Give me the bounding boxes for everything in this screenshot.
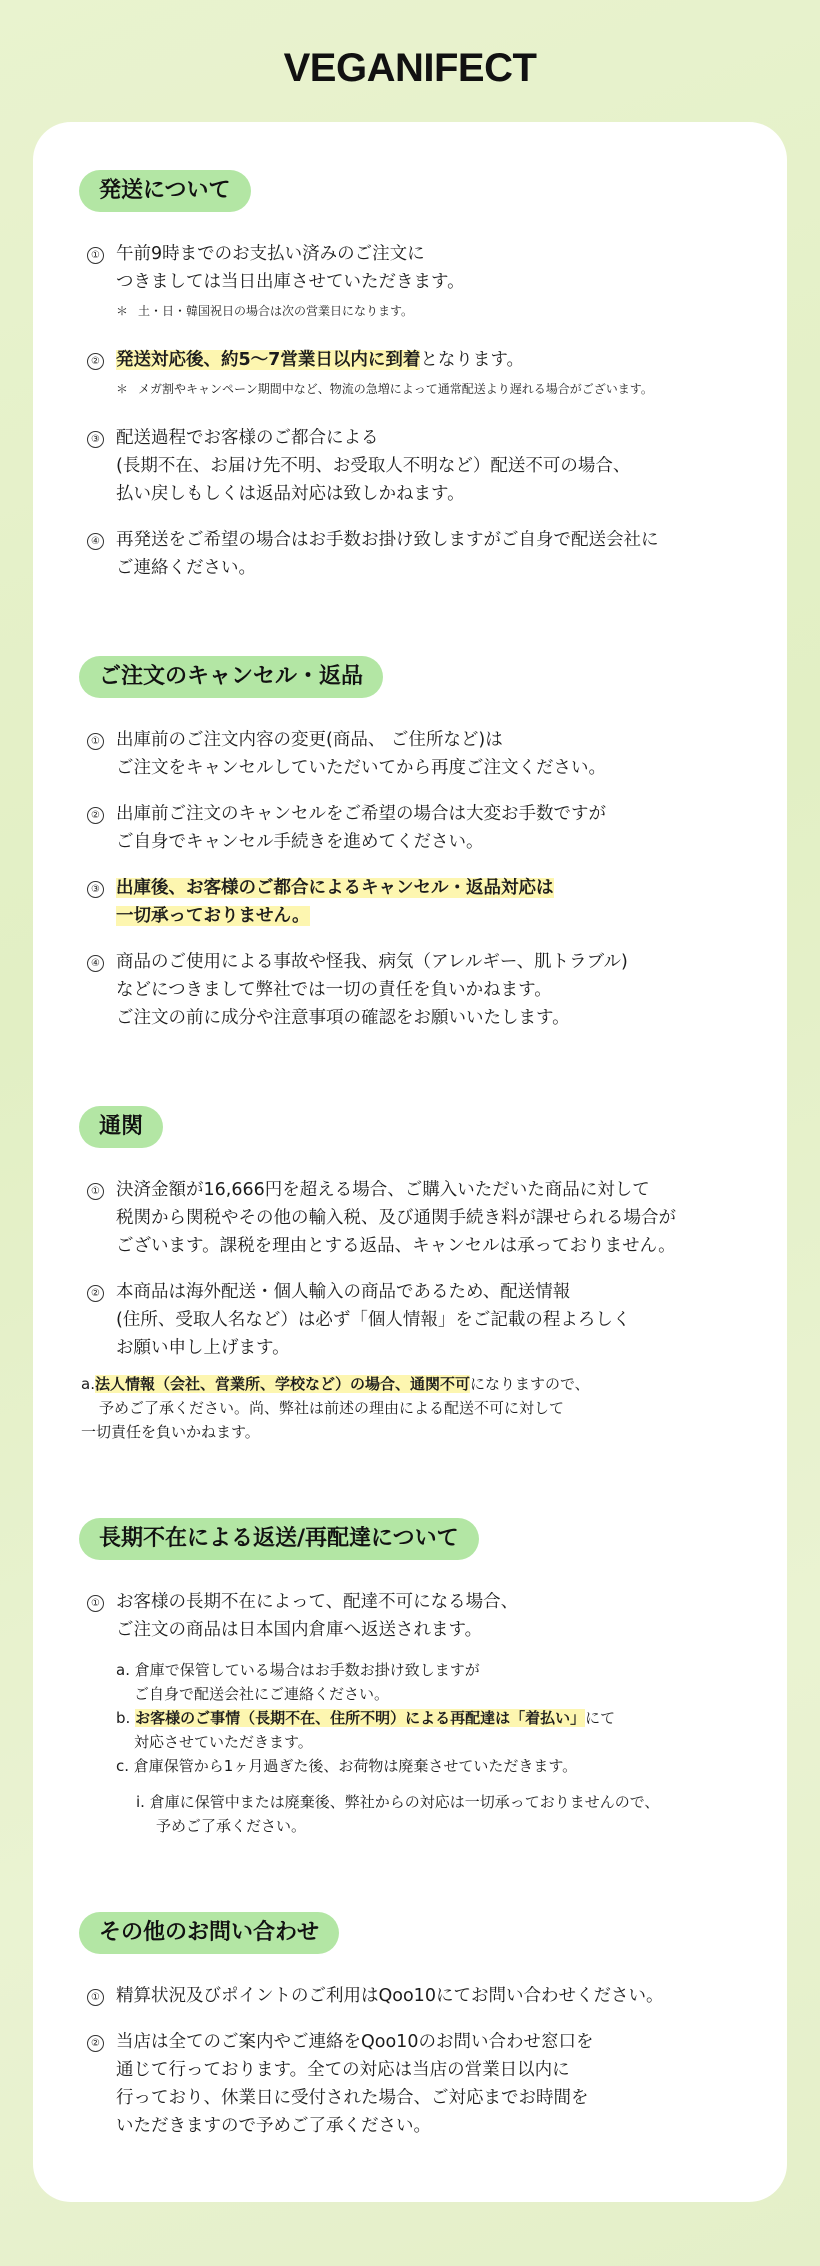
highlight-text: 出庫後、お客様のご都合によるキャンセル・返品対応は [116,878,554,898]
customs-section [79,1106,743,1444]
list-item: ① 出庫前のご注文内容の変更(商品、 ご住所など)は ご注文をキャンセルしていただいてから再度ご注文ください。 [79,726,743,782]
highlight-text: 法人情報（会社、営業所、学校など）の場合、通関不可 [94,1375,470,1393]
circled-number: ② [87,807,104,824]
sub-item: a. 倉庫で保管している場合はお手数お掛け致しますが ご自身で配送会社にご連絡ください。 [116,1661,480,1703]
footnote: ＊ 土・日・韓国祝日の場合は次の営業日になります。 [116,304,414,318]
highlight-text: 発送対応後、約5〜7営業日以内に到着 [116,350,421,370]
circled-number: ③ [87,881,104,898]
circled-number: ② [87,1285,104,1302]
list-item: ② 出庫前ご注文のキャンセルをご希望の場合は大変お手数ですが ご自身でキャンセル手続きを進めてください。 [79,800,743,856]
brand-logo: VEGANIFECT [283,46,537,90]
list-item: ② 発送対応後、約5〜7営業日以内に到着となります。 ＊ メガ割やキャンペーン期間中など、物流の急増によって通常配送より遅れる場合がございます。 [79,346,743,406]
sub-item: a.法人情報（会社、営業所、学校など）の場合、通関不可になりますので、 予めご了承ください。尚、弊社は前述の理由による配送不可に対して 一切責任を負いかねます。 [81,1375,590,1441]
list-item: ① 午前9時までのお支払い済みのご注文に つきましては当日出庫させていただきます。 ＊ 土・日・韓国祝日の場合は次の営業日になります。 [79,240,743,328]
circled-number: ① [87,1595,104,1612]
footnote: ＊ メガ割やキャンペーン期間中など、物流の急増によって通常配送より遅れる場合がございます。 [116,382,653,396]
shipping-section [79,170,743,582]
list-item: ② 本商品は海外配送・個人輸入の商品であるため、配送情報 (住所、受取人名など）は必ず「個人情報」をご記載の程よろしく お願い申し上げます。 a.法人情報（会社、営業所、学校など）の場合、通関不可になりますので、 予めご了承ください。尚、弊社は前述の理由による配送不可に対して 一切責任を負いかねます。 [79,1278,743,1444]
contact-section [79,1912,743,2140]
circled-number: ④ [87,955,104,972]
circled-number: ② [87,2035,104,2052]
circled-number: ① [87,1989,104,2006]
info-card [33,122,787,2202]
sub-item: b. お客様のご事情（長期不在、住所不明）による再配達は「着払い」にて 対応させていただきます。 [116,1709,616,1751]
list-item: ④ 再発送をご希望の場合はお手数お掛け致しますがご自身で配送会社に ご連絡ください。 [79,526,743,582]
circled-number: ① [87,247,104,264]
circled-number: ③ [87,431,104,448]
list-item: ② 当店は全てのご案内やご連絡をQoo10のお問い合わせ窓口を 通じて行っております。全ての対応は当店の営業日以内に 行っており、休業日に受付された場合、ご対応までお時間を いただきますので予めご了承ください。 [79,2028,743,2140]
sub-item: c. 倉庫保管から1ヶ月過ぎた後、お荷物は廃棄させていただきます。 [116,1757,578,1775]
absence-section [79,1518,743,1838]
circled-number: ① [87,1183,104,1200]
circled-number: ④ [87,533,104,550]
section-title-contact: その他のお問い合わせ [79,1912,339,1954]
list-item: ① 精算状況及びポイントのご利用はQoo10にてお問い合わせください。 [79,1982,743,2010]
list-item: ③ 配送過程でお客様のご都合による (長期不在、お届け先不明、お受取人不明など）配送不可の場合、 払い戻しもしくは返品対応は致しかねます。 [79,424,743,508]
circled-number: ① [87,733,104,750]
list-item [79,874,743,930]
list-item: ① 決済金額が16,666円を超える場合、ご購入いただいた商品に対して 税関から関税やその他の輸入税、及び通関手続き料が課せられる場合が ございます。課税を理由とする返品、キャンセルは承っておりません。 [79,1176,743,1260]
highlight-text: 一切承っておりません。 [116,906,310,926]
highlight-text: お客様のご事情（長期不在、住所不明）による再配達は「着払い」 [135,1709,586,1727]
circled-number: ② [87,353,104,370]
cancel-section [79,656,743,1032]
section-title-shipping: 発送について [79,170,251,212]
section-title-absence: 長期不在による返送/再配達について [79,1518,479,1560]
list-item: ① お客様の長期不在によって、配達不可になる場合、 ご注文の商品は日本国内倉庫へ返送されます。 a. 倉庫で保管している場合はお手数お掛け致しますが ご自身で配送会社にご連絡ください。 b. お客様のご事情（長期不在、住所不明）による再配達は「着払い」にて 対応させていただきます。 c. 倉庫保管から1ヶ月過ぎた後、お荷物は廃棄させていただきます。 i. 倉庫に保管中または廃棄後、弊社からの対応は一切承っておりませんので、 予めご了承ください。 [79,1588,743,1838]
section-title-customs: 通関 [79,1106,163,1148]
section-title-cancel: ご注文のキャンセル・返品 [79,656,383,698]
sub-sub-item: i. 倉庫に保管中または廃棄後、弊社からの対応は一切承っておりませんので、 予めご了承ください。 [136,1793,660,1835]
list-item: ④ 商品のご使用による事故や怪我、病気（アレルギー、肌トラブル) などにつきまして弊社では一切の責任を負いかねます。 ご注文の前に成分や注意事項の確認をお願いいたします。 [79,948,743,1032]
